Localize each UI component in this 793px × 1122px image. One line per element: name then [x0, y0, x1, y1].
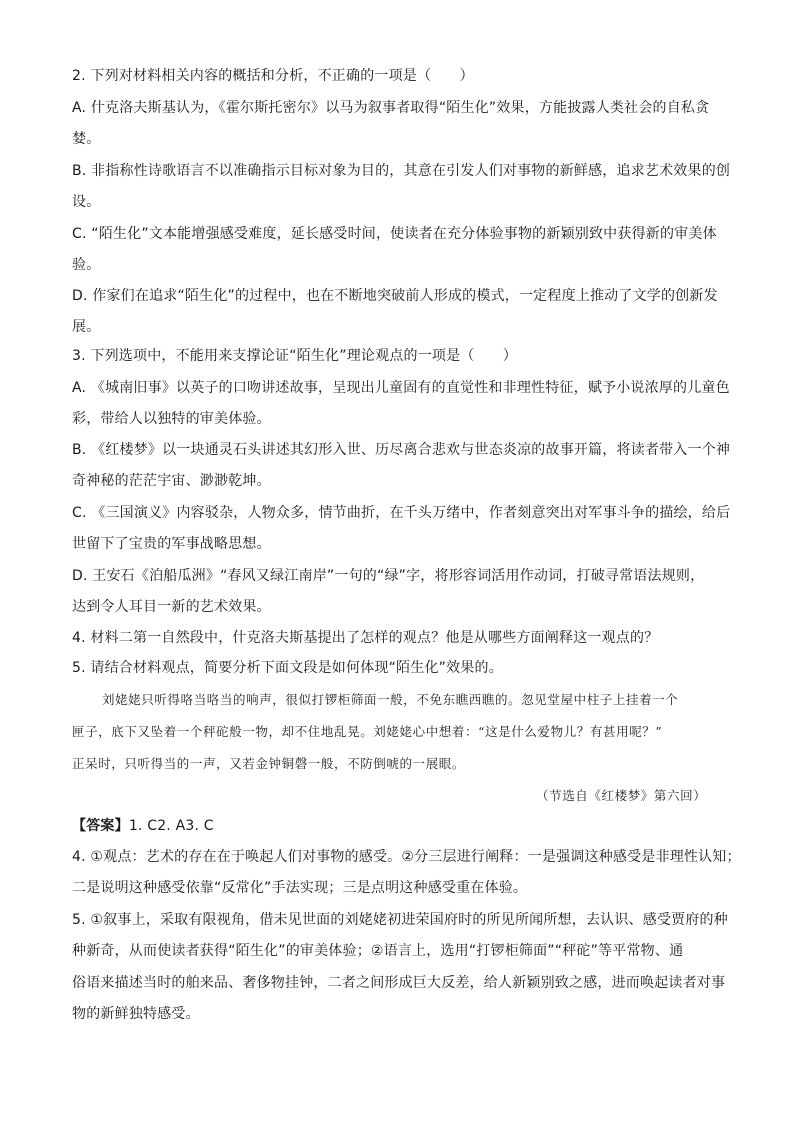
question-2-option-a-cont: 婪。 — [72, 131, 101, 147]
quote-line-2: 匣子，底下又坠着一个秤砣般一物，却不住地乱晃。刘姥姥心中想着：“这是什么爱物儿？有甚用呢？” — [72, 724, 663, 739]
question-2-option-a: A. 什克洛夫斯基认为，《霍尔斯托密尔》以马为叙事者取得“陌生化”效果，方能披露人类社会的自私贪 — [72, 100, 710, 116]
question-3-option-c-cont: 世留下了宝贵的军事战略思想。 — [72, 536, 271, 552]
question-2-option-b-cont: 设。 — [72, 194, 101, 210]
answer-header — [72, 816, 724, 836]
answer-5-line-2: 种新奇，从而使读者获得“陌生化”的审美体验；②语言上，选用“打锣柜筛面”“秤砣”等平常物、通 — [72, 943, 684, 959]
question-4-stem: 4. 材料二第一自然段中，什克洛夫斯基提出了怎样的观点？他是从哪些方面阐释这一观点的？ — [72, 630, 659, 646]
answer-choices: 1. C2. A3. C — [128, 818, 214, 834]
question-5-stem: 5. 请结合材料观点，简要分析下面文段是如何体现“陌生化”效果的。 — [72, 660, 503, 676]
quote-line-3: 正呆时，只听得当的一声，又若金钟铜磬一般，不防倒唬的一展眼。 — [72, 756, 466, 771]
question-2-option-d-cont: 展。 — [72, 319, 101, 335]
question-3-option-b-cont: 奇神秘的茫茫宇宙、渺渺乾坤。 — [72, 473, 271, 489]
answer-5-line-4: 物的新鲜独特感受。 — [72, 1006, 200, 1022]
question-3-option-d: D. 王安石《泊船瓜洲》“春风又绿江南岸”一句的“绿”字，将形容词活用作动词，打破寻常语法规则， — [72, 568, 705, 584]
question-3-option-a-cont: 彩，带给人以独特的审美体验。 — [72, 411, 271, 427]
question-3-option-d-cont: 达到令人耳目一新的艺术效果。 — [72, 599, 271, 615]
question-2-option-c-cont: 验。 — [72, 257, 101, 273]
answer-5-line-3: 俗语来描述当时的舶来品、奢侈物挂钟，二者之间形成巨大反差，给人新颖别致之感，进而唤起读者对事 — [72, 975, 726, 991]
question-3-option-c: C. 《三国演义》内容驳杂，人物众多，情节曲折，在千头万绪中，作者刻意突出对军事斗争的描绘，给后 — [72, 505, 731, 521]
question-3-option-b: B. 《红楼梦》以一块通灵石头讲述其幻形入世、历尽离合悲欢与世态炎凉的故事开篇，将读者带入一个神 — [72, 442, 731, 458]
answer-label: 【答案】 — [72, 818, 129, 834]
quote-line-1: 刘姥姥只听得咯当咯当的响声，很似打锣柜筛面一般，不免东瞧西瞧的。忽见堂屋中柱子上挂着一个 — [102, 692, 679, 707]
question-2-option-d: D. 作家们在追求“陌生化”的过程中，也在不断地突破前人形成的模式，一定程度上推动了文学的创新发 — [72, 288, 718, 304]
answer-4-line-2: 二是说明这种感受依靠“反常化”手法实现；三是点明这种感受重在体验。 — [72, 880, 528, 896]
question-2-stem: 2. 下列对材料相关内容的概括和分析，不正确的一项是（ ） — [72, 68, 474, 84]
question-3-option-a: A. 《城南旧事》以英子的口吻讲述故事，呈现出儿童固有的直觉性和非理性特征，赋予小说浓厚的儿童色 — [72, 380, 730, 396]
question-2-option-b: B. 非指称性诗歌语言不以准确指示目标对象为目的，其意在引发人们对事物的新鲜感，追求艺术效果的创 — [72, 163, 731, 179]
answer-5-line-1: 5. ①叙事上，采取有限视角，借未见世面的刘姥姥初进荣国府时的所见所闻所想，去认识、感受贾府的种 — [72, 912, 728, 928]
quote-source: （节选自《红楼梦》第六回） — [536, 788, 707, 803]
question-2-option-c: C. “陌生化”文本能增强感受难度，延长感受时间，使读者在充分体验事物的新颖别致中获得新的审美体 — [72, 226, 717, 242]
answer-4-line-1: 4. ①观点：艺术的存在在于唤起人们对事物的感受。②分三层进行阐释：一是强调这种感受是非理性认知； — [72, 849, 741, 865]
question-3-stem: 3. 下列选项中，不能用来支撑论证“陌生化”理论观点的一项是（ ） — [72, 348, 518, 364]
